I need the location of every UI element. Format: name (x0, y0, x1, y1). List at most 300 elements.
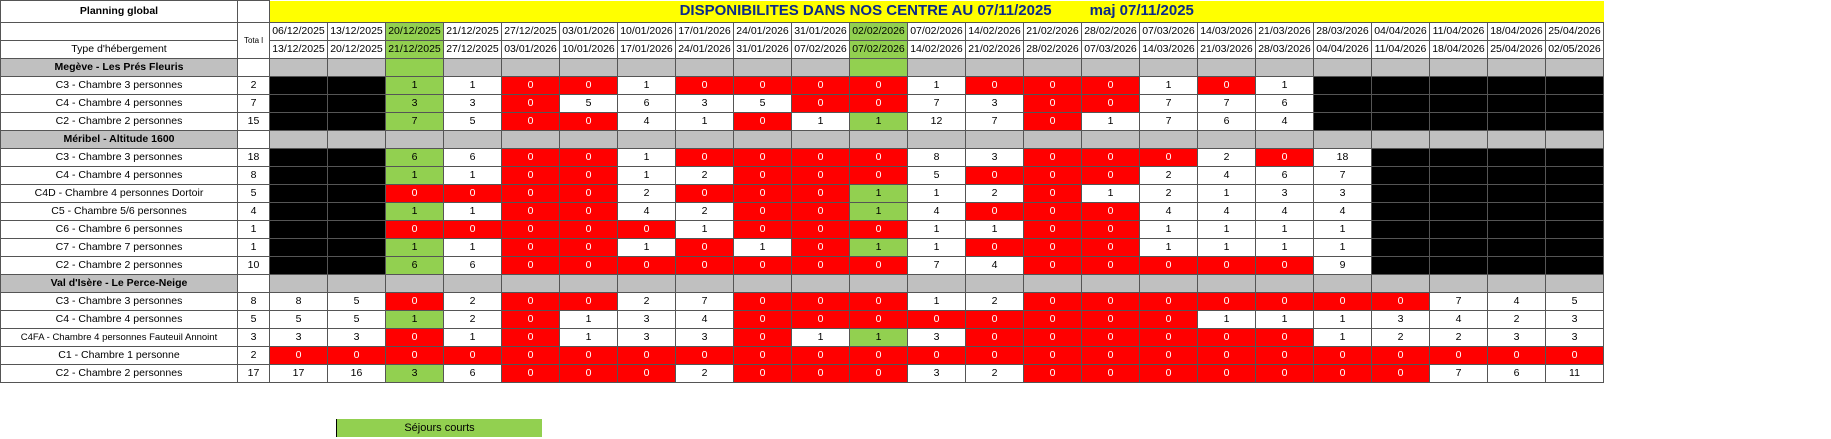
availability-cell[interactable]: 1 (386, 238, 444, 256)
availability-cell[interactable]: 0 (618, 256, 676, 274)
availability-cell[interactable] (1430, 166, 1488, 184)
availability-cell[interactable]: 0 (734, 220, 792, 238)
availability-cell[interactable] (1372, 112, 1430, 130)
availability-cell[interactable]: 1 (618, 76, 676, 94)
availability-cell[interactable]: 0 (792, 94, 850, 112)
availability-cell[interactable]: 5 (908, 166, 966, 184)
availability-cell[interactable]: 1 (850, 238, 908, 256)
availability-cell[interactable]: 1 (1140, 238, 1198, 256)
availability-cell[interactable]: 0 (502, 238, 560, 256)
availability-cell[interactable]: 1 (1256, 76, 1314, 94)
availability-cell[interactable] (1430, 238, 1488, 256)
availability-cell[interactable]: 4 (908, 202, 966, 220)
availability-cell[interactable]: 0 (502, 292, 560, 310)
availability-cell[interactable] (1372, 166, 1430, 184)
availability-cell[interactable]: 0 (1082, 292, 1140, 310)
availability-cell[interactable]: 0 (850, 346, 908, 364)
availability-cell[interactable]: 2 (1140, 166, 1198, 184)
availability-cell[interactable]: 1 (792, 328, 850, 346)
availability-cell[interactable]: 1 (908, 220, 966, 238)
availability-cell[interactable]: 0 (734, 166, 792, 184)
availability-cell[interactable]: 3 (676, 94, 734, 112)
availability-cell[interactable]: 3 (908, 328, 966, 346)
availability-cell[interactable] (1546, 184, 1604, 202)
availability-cell[interactable]: 5 (560, 94, 618, 112)
availability-cell[interactable]: 0 (966, 346, 1024, 364)
availability-cell[interactable]: 0 (1256, 292, 1314, 310)
availability-cell[interactable]: 1 (908, 238, 966, 256)
availability-cell[interactable]: 0 (734, 256, 792, 274)
availability-cell[interactable]: 0 (676, 184, 734, 202)
availability-cell[interactable]: 0 (734, 76, 792, 94)
availability-cell[interactable]: 0 (850, 94, 908, 112)
availability-cell[interactable] (1372, 94, 1430, 112)
availability-cell[interactable]: 0 (1024, 166, 1082, 184)
availability-cell[interactable]: 4 (1256, 112, 1314, 130)
availability-cell[interactable]: 1 (1256, 220, 1314, 238)
availability-cell[interactable]: 0 (1488, 346, 1546, 364)
availability-cell[interactable] (1372, 256, 1430, 274)
availability-cell[interactable]: 1 (1082, 184, 1140, 202)
availability-cell[interactable]: 0 (618, 346, 676, 364)
availability-cell[interactable]: 0 (1082, 94, 1140, 112)
availability-cell[interactable] (328, 148, 386, 166)
availability-cell[interactable] (1488, 76, 1546, 94)
availability-cell[interactable]: 9 (1314, 256, 1372, 274)
availability-cell[interactable]: 0 (850, 292, 908, 310)
availability-cell[interactable] (328, 256, 386, 274)
availability-cell[interactable]: 6 (1488, 364, 1546, 382)
availability-cell[interactable]: 3 (966, 148, 1024, 166)
availability-cell[interactable]: 0 (560, 202, 618, 220)
availability-cell[interactable]: 0 (792, 310, 850, 328)
availability-cell[interactable]: 1 (1198, 310, 1256, 328)
availability-cell[interactable]: 0 (966, 238, 1024, 256)
availability-cell[interactable]: 3 (270, 328, 328, 346)
availability-cell[interactable]: 0 (734, 310, 792, 328)
availability-cell[interactable]: 1 (444, 166, 502, 184)
availability-cell[interactable]: 4 (1488, 292, 1546, 310)
availability-cell[interactable]: 0 (328, 346, 386, 364)
availability-cell[interactable]: 0 (966, 310, 1024, 328)
availability-cell[interactable] (1488, 238, 1546, 256)
availability-cell[interactable]: 0 (1082, 148, 1140, 166)
availability-cell[interactable]: 0 (502, 256, 560, 274)
availability-cell[interactable]: 11 (1546, 364, 1604, 382)
availability-cell[interactable]: 0 (560, 292, 618, 310)
availability-cell[interactable]: 7 (1140, 94, 1198, 112)
availability-cell[interactable]: 7 (1430, 292, 1488, 310)
availability-cell[interactable]: 1 (1256, 238, 1314, 256)
availability-cell[interactable]: 0 (1140, 328, 1198, 346)
availability-cell[interactable]: 0 (1198, 76, 1256, 94)
availability-cell[interactable] (1372, 76, 1430, 94)
availability-cell[interactable]: 0 (850, 256, 908, 274)
availability-cell[interactable]: 0 (792, 148, 850, 166)
availability-cell[interactable]: 3 (1488, 328, 1546, 346)
availability-cell[interactable]: 2 (676, 364, 734, 382)
availability-cell[interactable]: 0 (1024, 346, 1082, 364)
availability-cell[interactable]: 0 (966, 328, 1024, 346)
availability-cell[interactable]: 0 (676, 238, 734, 256)
availability-cell[interactable]: 0 (1140, 364, 1198, 382)
availability-cell[interactable]: 5 (328, 310, 386, 328)
availability-cell[interactable]: 6 (1198, 112, 1256, 130)
availability-cell[interactable]: 0 (1024, 76, 1082, 94)
availability-cell[interactable]: 1 (908, 184, 966, 202)
availability-cell[interactable]: 0 (502, 202, 560, 220)
availability-cell[interactable] (1546, 256, 1604, 274)
availability-cell[interactable]: 0 (502, 94, 560, 112)
availability-cell[interactable]: 0 (1372, 346, 1430, 364)
availability-cell[interactable]: 2 (618, 184, 676, 202)
availability-cell[interactable]: 0 (1082, 166, 1140, 184)
availability-cell[interactable]: 7 (1198, 94, 1256, 112)
availability-cell[interactable]: 3 (618, 328, 676, 346)
availability-cell[interactable]: 0 (386, 220, 444, 238)
availability-cell[interactable]: 0 (502, 310, 560, 328)
availability-cell[interactable] (1430, 256, 1488, 274)
availability-cell[interactable]: 0 (1024, 112, 1082, 130)
availability-cell[interactable] (1488, 94, 1546, 112)
availability-cell[interactable] (1430, 148, 1488, 166)
availability-cell[interactable]: 6 (444, 256, 502, 274)
availability-cell[interactable]: 0 (618, 220, 676, 238)
availability-cell[interactable] (1546, 220, 1604, 238)
availability-cell[interactable]: 0 (618, 364, 676, 382)
availability-cell[interactable]: 1 (1198, 184, 1256, 202)
availability-cell[interactable] (1488, 148, 1546, 166)
availability-cell[interactable]: 6 (386, 148, 444, 166)
availability-cell[interactable]: 0 (966, 166, 1024, 184)
availability-cell[interactable] (1372, 220, 1430, 238)
availability-cell[interactable]: 0 (792, 220, 850, 238)
availability-cell[interactable]: 12 (908, 112, 966, 130)
availability-cell[interactable]: 0 (1082, 328, 1140, 346)
availability-cell[interactable]: 0 (1198, 346, 1256, 364)
availability-cell[interactable]: 6 (618, 94, 676, 112)
availability-cell[interactable]: 1 (1314, 220, 1372, 238)
availability-cell[interactable]: 1 (1140, 220, 1198, 238)
availability-cell[interactable]: 0 (850, 148, 908, 166)
availability-cell[interactable]: 2 (444, 292, 502, 310)
availability-cell[interactable]: 6 (1256, 94, 1314, 112)
availability-cell[interactable]: 0 (502, 148, 560, 166)
availability-cell[interactable]: 1 (386, 202, 444, 220)
availability-cell[interactable]: 0 (908, 310, 966, 328)
availability-cell[interactable]: 4 (1198, 202, 1256, 220)
availability-cell[interactable]: 16 (328, 364, 386, 382)
availability-cell[interactable]: 1 (444, 76, 502, 94)
availability-cell[interactable]: 0 (502, 184, 560, 202)
availability-cell[interactable]: 0 (386, 346, 444, 364)
availability-cell[interactable]: 1 (908, 76, 966, 94)
availability-cell[interactable] (1430, 76, 1488, 94)
availability-cell[interactable]: 0 (1082, 346, 1140, 364)
availability-cell[interactable] (270, 184, 328, 202)
availability-cell[interactable]: 0 (792, 256, 850, 274)
availability-cell[interactable]: 1 (850, 184, 908, 202)
availability-cell[interactable] (270, 202, 328, 220)
availability-cell[interactable]: 0 (1140, 292, 1198, 310)
availability-cell[interactable] (270, 238, 328, 256)
availability-cell[interactable]: 5 (734, 94, 792, 112)
availability-cell[interactable]: 2 (966, 364, 1024, 382)
availability-cell[interactable]: 1 (734, 238, 792, 256)
availability-cell[interactable]: 0 (1024, 256, 1082, 274)
availability-cell[interactable]: 5 (270, 310, 328, 328)
availability-cell[interactable] (1372, 238, 1430, 256)
availability-cell[interactable]: 4 (618, 202, 676, 220)
availability-cell[interactable]: 3 (1546, 310, 1604, 328)
availability-cell[interactable]: 0 (792, 346, 850, 364)
availability-cell[interactable] (1488, 202, 1546, 220)
availability-cell[interactable]: 1 (386, 166, 444, 184)
availability-cell[interactable]: 0 (850, 76, 908, 94)
availability-cell[interactable] (1488, 256, 1546, 274)
availability-cell[interactable]: 0 (502, 364, 560, 382)
availability-cell[interactable]: 0 (1082, 310, 1140, 328)
availability-cell[interactable]: 7 (908, 256, 966, 274)
availability-cell[interactable]: 0 (1024, 364, 1082, 382)
availability-cell[interactable]: 0 (386, 328, 444, 346)
availability-cell[interactable]: 0 (792, 76, 850, 94)
availability-cell[interactable]: 0 (1024, 292, 1082, 310)
availability-cell[interactable] (270, 112, 328, 130)
availability-cell[interactable]: 2 (618, 292, 676, 310)
availability-cell[interactable]: 0 (1372, 292, 1430, 310)
availability-cell[interactable] (1372, 148, 1430, 166)
availability-cell[interactable]: 0 (792, 166, 850, 184)
availability-cell[interactable] (1546, 166, 1604, 184)
availability-cell[interactable] (328, 184, 386, 202)
availability-cell[interactable] (270, 166, 328, 184)
availability-cell[interactable]: 7 (908, 94, 966, 112)
availability-cell[interactable]: 0 (1082, 238, 1140, 256)
availability-cell[interactable]: 0 (676, 76, 734, 94)
availability-cell[interactable] (1314, 76, 1372, 94)
availability-cell[interactable]: 0 (676, 256, 734, 274)
availability-cell[interactable] (1546, 238, 1604, 256)
availability-cell[interactable]: 0 (1198, 256, 1256, 274)
availability-cell[interactable]: 6 (444, 364, 502, 382)
availability-cell[interactable]: 1 (908, 292, 966, 310)
availability-cell[interactable]: 3 (676, 328, 734, 346)
availability-cell[interactable]: 0 (850, 220, 908, 238)
availability-cell[interactable]: 7 (386, 112, 444, 130)
availability-cell[interactable]: 0 (1082, 364, 1140, 382)
availability-cell[interactable] (328, 202, 386, 220)
availability-cell[interactable]: 0 (1024, 328, 1082, 346)
availability-cell[interactable]: 0 (1256, 148, 1314, 166)
availability-cell[interactable]: 1 (560, 310, 618, 328)
availability-cell[interactable]: 0 (444, 346, 502, 364)
availability-cell[interactable]: 0 (444, 220, 502, 238)
availability-cell[interactable]: 1 (444, 238, 502, 256)
availability-cell[interactable]: 0 (1024, 238, 1082, 256)
availability-cell[interactable]: 0 (1256, 346, 1314, 364)
availability-cell[interactable]: 8 (270, 292, 328, 310)
availability-cell[interactable] (1546, 76, 1604, 94)
availability-cell[interactable]: 0 (676, 148, 734, 166)
availability-cell[interactable]: 2 (676, 202, 734, 220)
availability-cell[interactable]: 0 (734, 112, 792, 130)
availability-cell[interactable] (1488, 184, 1546, 202)
availability-cell[interactable]: 0 (1256, 256, 1314, 274)
availability-cell[interactable]: 0 (1082, 76, 1140, 94)
availability-cell[interactable]: 7 (1140, 112, 1198, 130)
availability-cell[interactable]: 1 (444, 328, 502, 346)
availability-cell[interactable]: 4 (966, 256, 1024, 274)
availability-cell[interactable]: 0 (1314, 292, 1372, 310)
availability-cell[interactable]: 8 (908, 148, 966, 166)
availability-cell[interactable] (270, 148, 328, 166)
availability-cell[interactable]: 4 (1430, 310, 1488, 328)
availability-cell[interactable]: 3 (386, 364, 444, 382)
availability-cell[interactable]: 6 (1256, 166, 1314, 184)
availability-cell[interactable]: 0 (966, 76, 1024, 94)
availability-cell[interactable]: 0 (1024, 202, 1082, 220)
availability-cell[interactable] (1546, 202, 1604, 220)
availability-cell[interactable]: 0 (1372, 364, 1430, 382)
availability-cell[interactable]: 0 (502, 166, 560, 184)
availability-cell[interactable]: 0 (560, 112, 618, 130)
availability-cell[interactable]: 1 (676, 220, 734, 238)
availability-cell[interactable]: 0 (734, 328, 792, 346)
availability-cell[interactable]: 1 (966, 220, 1024, 238)
availability-cell[interactable]: 4 (1256, 202, 1314, 220)
availability-cell[interactable]: 0 (850, 364, 908, 382)
availability-cell[interactable]: 3 (1546, 328, 1604, 346)
availability-cell[interactable] (328, 76, 386, 94)
availability-cell[interactable]: 3 (1372, 310, 1430, 328)
availability-cell[interactable]: 2 (966, 184, 1024, 202)
availability-cell[interactable]: 0 (1314, 364, 1372, 382)
availability-cell[interactable] (1430, 184, 1488, 202)
availability-cell[interactable]: 0 (560, 256, 618, 274)
availability-cell[interactable]: 0 (502, 112, 560, 130)
availability-cell[interactable]: 7 (1430, 364, 1488, 382)
availability-cell[interactable]: 4 (676, 310, 734, 328)
availability-cell[interactable]: 2 (1372, 328, 1430, 346)
availability-cell[interactable]: 3 (1256, 184, 1314, 202)
availability-cell[interactable]: 1 (618, 148, 676, 166)
availability-cell[interactable]: 0 (1024, 94, 1082, 112)
availability-cell[interactable]: 1 (676, 112, 734, 130)
availability-cell[interactable] (270, 76, 328, 94)
availability-cell[interactable]: 0 (1140, 310, 1198, 328)
availability-cell[interactable] (1314, 94, 1372, 112)
availability-cell[interactable]: 0 (676, 346, 734, 364)
availability-cell[interactable]: 0 (734, 292, 792, 310)
availability-cell[interactable]: 1 (792, 112, 850, 130)
availability-cell[interactable] (270, 94, 328, 112)
availability-cell[interactable]: 0 (734, 364, 792, 382)
availability-cell[interactable]: 3 (966, 94, 1024, 112)
availability-cell[interactable]: 0 (850, 310, 908, 328)
availability-cell[interactable]: 0 (560, 184, 618, 202)
availability-cell[interactable]: 0 (1140, 346, 1198, 364)
availability-cell[interactable]: 1 (850, 112, 908, 130)
availability-cell[interactable]: 1 (1082, 112, 1140, 130)
availability-cell[interactable]: 0 (560, 238, 618, 256)
availability-cell[interactable]: 4 (1140, 202, 1198, 220)
availability-cell[interactable]: 0 (1082, 220, 1140, 238)
availability-cell[interactable]: 5 (444, 112, 502, 130)
availability-cell[interactable] (1430, 202, 1488, 220)
availability-cell[interactable]: 0 (792, 184, 850, 202)
availability-cell[interactable] (328, 238, 386, 256)
availability-cell[interactable]: 1 (386, 310, 444, 328)
availability-cell[interactable]: 0 (1024, 184, 1082, 202)
availability-cell[interactable] (1372, 202, 1430, 220)
availability-cell[interactable]: 0 (560, 76, 618, 94)
availability-cell[interactable]: 0 (270, 346, 328, 364)
availability-cell[interactable] (1546, 112, 1604, 130)
availability-cell[interactable]: 2 (1140, 184, 1198, 202)
availability-cell[interactable]: 1 (560, 328, 618, 346)
availability-cell[interactable]: 1 (618, 238, 676, 256)
availability-cell[interactable]: 0 (792, 202, 850, 220)
availability-cell[interactable]: 7 (1314, 166, 1372, 184)
availability-cell[interactable]: 17 (270, 364, 328, 382)
availability-cell[interactable]: 1 (1314, 310, 1372, 328)
availability-cell[interactable]: 4 (618, 112, 676, 130)
availability-cell[interactable] (328, 112, 386, 130)
availability-cell[interactable]: 0 (1082, 256, 1140, 274)
availability-cell[interactable]: 1 (1140, 76, 1198, 94)
availability-cell[interactable]: 0 (1546, 346, 1604, 364)
availability-cell[interactable]: 0 (734, 346, 792, 364)
availability-cell[interactable]: 1 (386, 76, 444, 94)
availability-cell[interactable]: 0 (1140, 148, 1198, 166)
availability-cell[interactable]: 0 (1198, 328, 1256, 346)
availability-cell[interactable]: 1 (850, 202, 908, 220)
availability-cell[interactable]: 0 (792, 238, 850, 256)
availability-cell[interactable]: 0 (850, 166, 908, 184)
availability-cell[interactable]: 6 (444, 148, 502, 166)
availability-cell[interactable]: 0 (1082, 202, 1140, 220)
availability-cell[interactable]: 0 (1024, 310, 1082, 328)
availability-cell[interactable]: 0 (1140, 256, 1198, 274)
availability-cell[interactable] (328, 166, 386, 184)
availability-cell[interactable]: 0 (1430, 346, 1488, 364)
availability-cell[interactable] (270, 256, 328, 274)
availability-cell[interactable] (1546, 148, 1604, 166)
availability-cell[interactable]: 3 (328, 328, 386, 346)
availability-cell[interactable]: 1 (618, 166, 676, 184)
availability-cell[interactable]: 0 (560, 364, 618, 382)
availability-cell[interactable]: 2 (444, 310, 502, 328)
availability-cell[interactable]: 0 (502, 76, 560, 94)
availability-cell[interactable]: 0 (734, 184, 792, 202)
availability-cell[interactable]: 0 (560, 346, 618, 364)
availability-cell[interactable]: 0 (502, 220, 560, 238)
availability-cell[interactable]: 2 (1488, 310, 1546, 328)
availability-cell[interactable]: 5 (1546, 292, 1604, 310)
availability-cell[interactable]: 0 (1314, 346, 1372, 364)
availability-cell[interactable] (328, 220, 386, 238)
availability-cell[interactable] (270, 220, 328, 238)
availability-cell[interactable]: 2 (966, 292, 1024, 310)
availability-cell[interactable]: 0 (560, 148, 618, 166)
availability-cell[interactable]: 1 (1198, 220, 1256, 238)
availability-cell[interactable]: 1 (444, 202, 502, 220)
availability-cell[interactable]: 18 (1314, 148, 1372, 166)
availability-cell[interactable]: 1 (850, 328, 908, 346)
availability-cell[interactable]: 0 (792, 292, 850, 310)
availability-cell[interactable] (1430, 220, 1488, 238)
